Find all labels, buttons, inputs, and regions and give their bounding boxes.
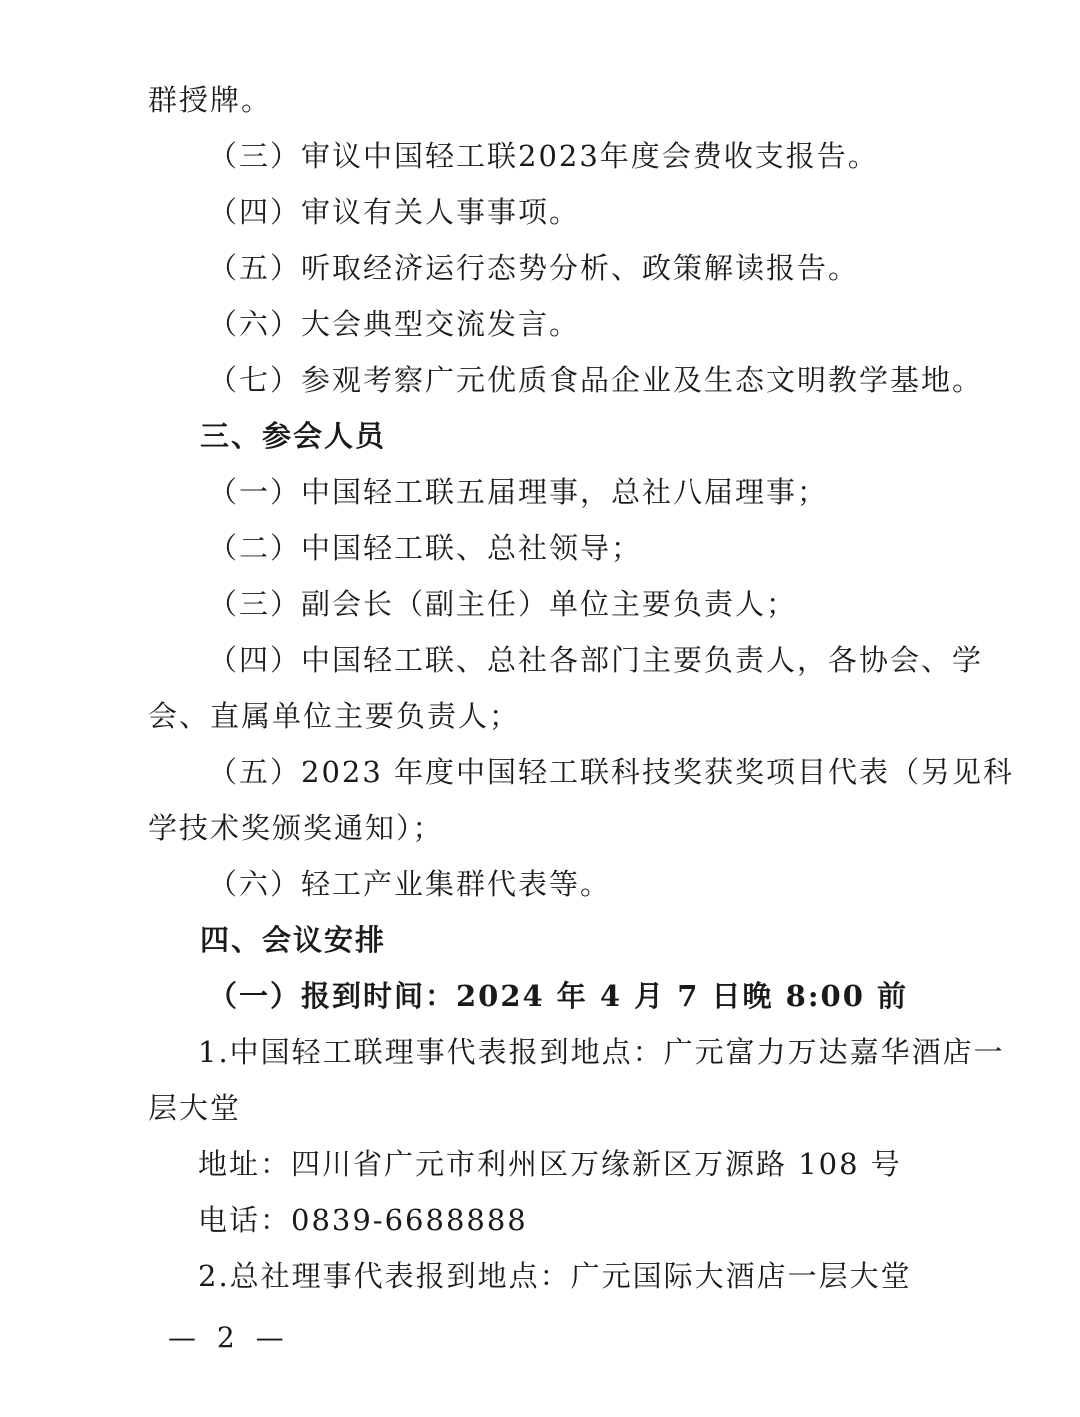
subsection-heading: （一）报到时间：2024 年 4 月 7 日晚 8:00 前 (208, 979, 908, 1013)
text-line: 群授牌。 (148, 83, 273, 117)
text-line: （四）审议有关人事事项。 (208, 195, 581, 229)
text-line: （六）大会典型交流发言。 (208, 307, 581, 341)
text-line: 2.总社理事代表报到地点：广元国际大酒店一层大堂 (198, 1259, 912, 1293)
text-line: （七）参观考察广元优质食品企业及生态文明教学基地。 (208, 363, 984, 397)
text-line: （五）2023 年度中国轻工联科技奖获奖项目代表（另见科 (208, 755, 1015, 789)
text-line: 学技术奖颁奖通知）； (148, 811, 444, 845)
page-number: — 2 — (168, 1321, 290, 1354)
text-line: 电话：0839-6688888 (198, 1203, 528, 1237)
text-line: （五）听取经济运行态势分析、政策解读报告。 (208, 251, 860, 285)
text-line: （一）中国轻工联五届理事，总社八届理事； (208, 475, 829, 509)
text-line: （六）轻工产业集群代表等。 (208, 867, 612, 901)
text-line: 地址：四川省广元市利州区万缘新区万源路 108 号 (198, 1147, 902, 1181)
section-heading: 三、参会人员 (200, 419, 387, 453)
text-line: 会、直属单位主要负责人； (148, 699, 521, 733)
text-line: （三）副会长（副主任）单位主要负责人； (208, 587, 798, 621)
section-heading: 四、会议安排 (200, 923, 387, 957)
text-line: （三）审议中国轻工联2023年度会费收支报告。 (208, 139, 879, 173)
text-line: （四）中国轻工联、总社各部门主要负责人，各协会、学 (208, 643, 984, 677)
text-line: （二）中国轻工联、总社领导； (208, 531, 643, 565)
text-line: 1.中国轻工联理事代表报到地点：广元富力万达嘉华酒店一 (198, 1035, 1005, 1069)
text-line: 层大堂 (148, 1091, 242, 1125)
